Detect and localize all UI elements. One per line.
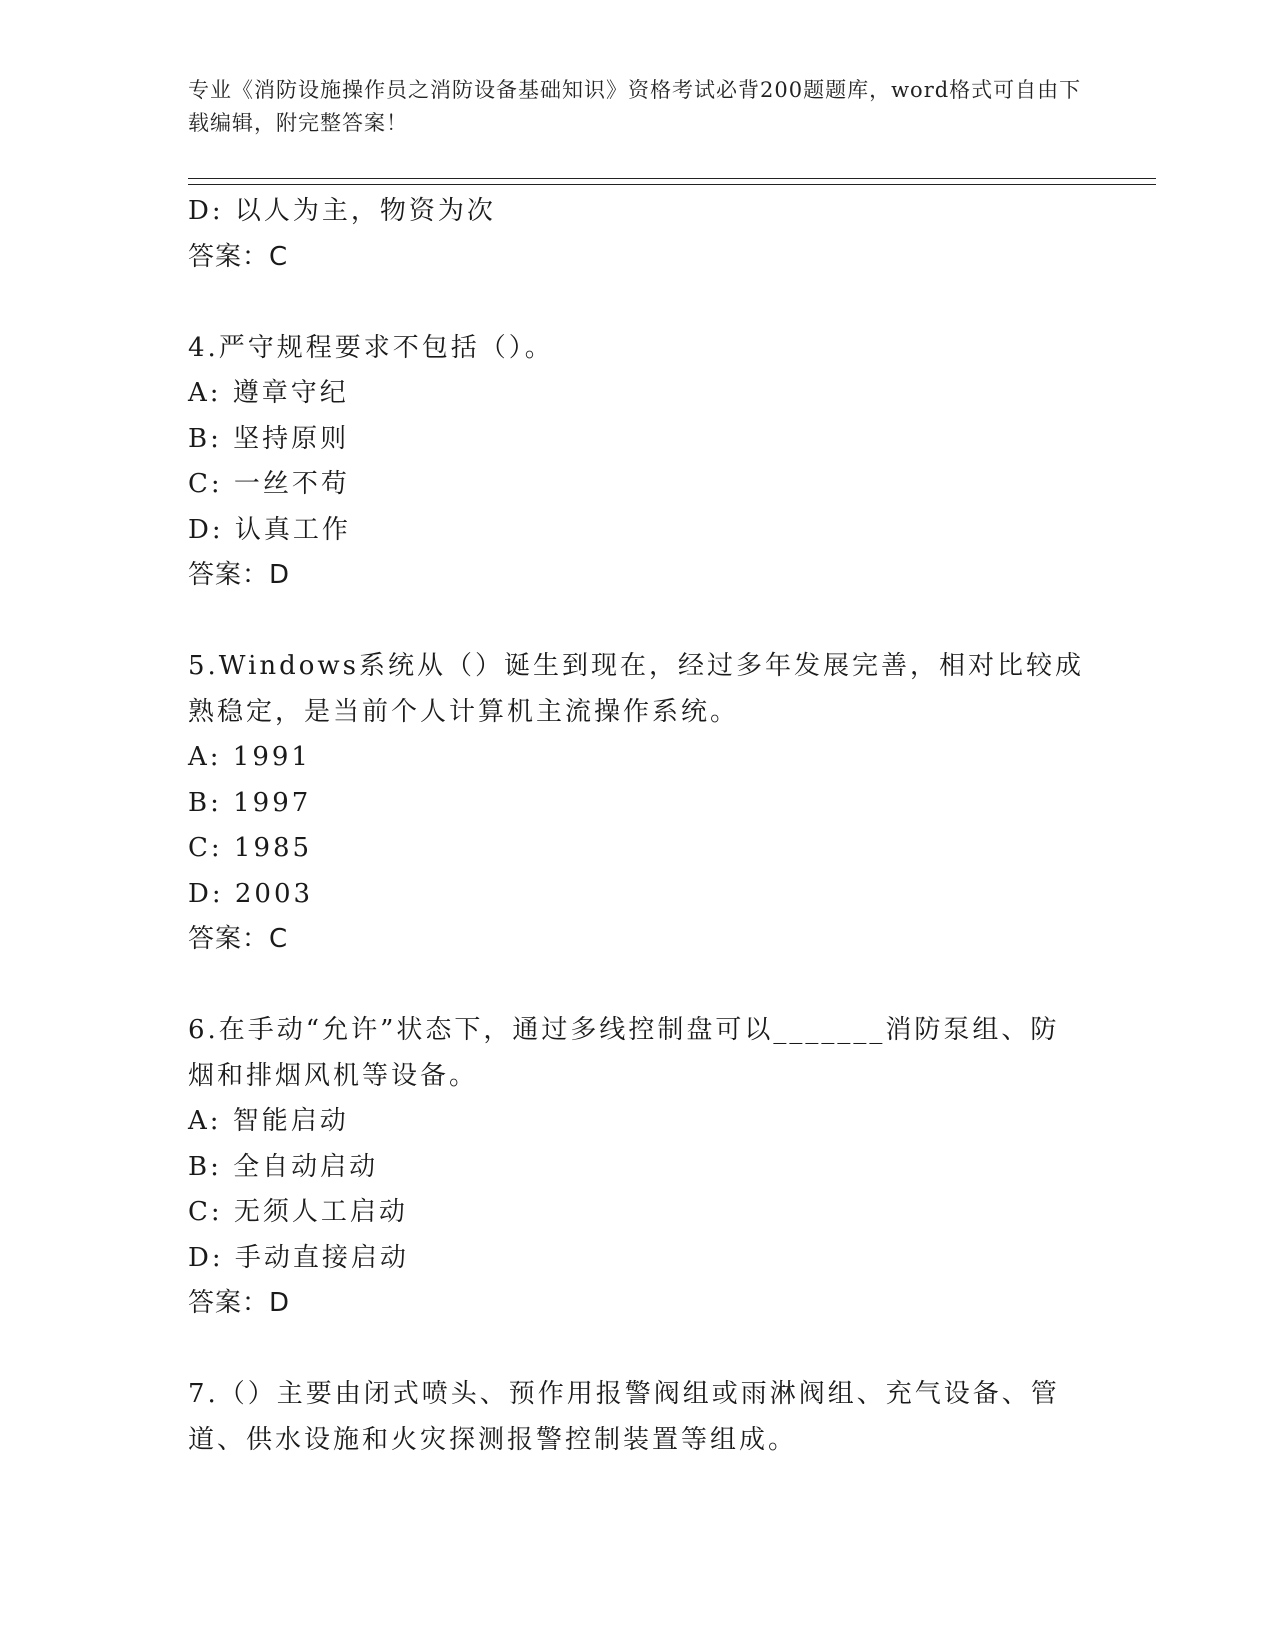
answer: 答案：D bbox=[188, 560, 291, 590]
option-a: A: 1991 bbox=[188, 742, 311, 772]
option-c: C: 1985 bbox=[188, 833, 313, 863]
question-4 bbox=[188, 326, 1088, 599]
question-list bbox=[188, 189, 1088, 1463]
question-5 bbox=[188, 644, 1088, 963]
question-7 bbox=[188, 1372, 1088, 1463]
option-d: D: 2003 bbox=[188, 878, 314, 909]
answer: 答案：D bbox=[188, 1288, 291, 1318]
option-c: C: 无须人工启动 bbox=[188, 1197, 408, 1227]
question-6 bbox=[188, 1008, 1088, 1327]
option-b: B: 全自动启动 bbox=[188, 1151, 379, 1182]
option-d: D: 手动直接启动 bbox=[188, 1242, 409, 1273]
document-header: 专业《消防设施操作员之消防设备基础知识》资格考试必背200题题库，word格式可自由下载编辑，附完整答案！ bbox=[188, 78, 1082, 135]
option-c: C: 一丝不苟 bbox=[188, 469, 350, 499]
question-stem: 7.（）主要由闭式喷头、预作用报警阀组或雨淋阀组、充气设备、管道、供水设施和火灾探测报警控制装置等组成。 bbox=[188, 1379, 1060, 1455]
option-a: A: 智能启动 bbox=[188, 1106, 349, 1136]
option-d: D: 认真工作 bbox=[188, 514, 351, 545]
option-b: B: 1997 bbox=[188, 787, 312, 818]
question-stem: 4.严守规程要求不包括（）。 bbox=[188, 332, 554, 363]
prev-answer: 答案：C bbox=[188, 241, 289, 272]
question-stem: 6.在手动“允许”状态下，通过多线控制盘可以_______消防泵组、防烟和排烟风机等设备。 bbox=[188, 1015, 1060, 1091]
prev-option-d: D: 以人为主，物资为次 bbox=[188, 196, 496, 226]
question-stem: 5.Windows系统从（）诞生到现在，经过多年发展完善，相对比较成熟稳定，是当前个人计算机主流操作系统。 bbox=[188, 651, 1085, 727]
option-b: B: 坚持原则 bbox=[188, 423, 350, 454]
header-divider bbox=[188, 178, 1156, 185]
answer: 答案：C bbox=[188, 924, 289, 954]
option-a: A: 遵章守纪 bbox=[188, 378, 349, 408]
